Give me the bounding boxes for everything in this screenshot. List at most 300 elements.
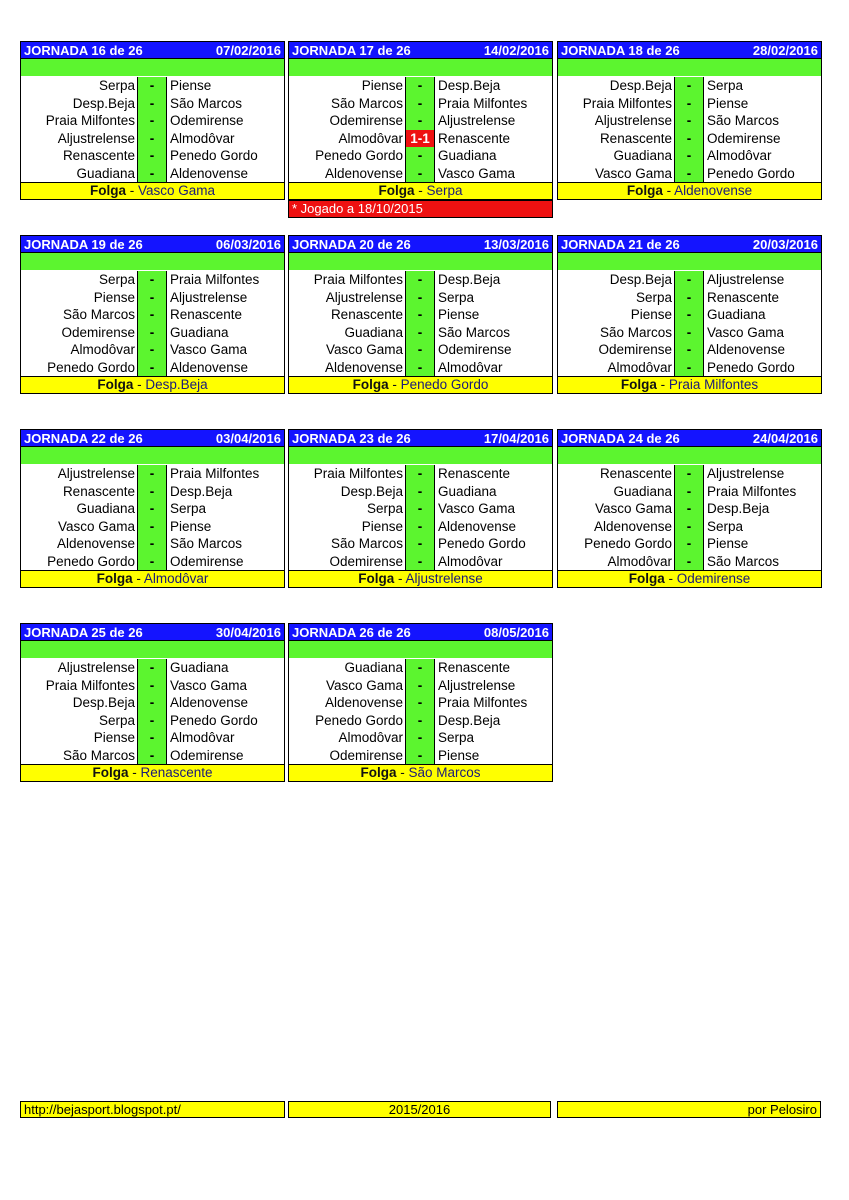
match-row	[289, 729, 552, 747]
match-separator: -	[138, 553, 166, 571]
match-separator: -	[138, 747, 166, 765]
away-team: Penedo Gordo	[703, 359, 821, 377]
round-spacer	[20, 641, 285, 658]
away-team: Almodôvar	[166, 729, 284, 747]
round-header	[557, 41, 822, 59]
match-row	[289, 165, 552, 183]
match-list	[557, 270, 822, 376]
home-team: Renascente	[21, 147, 138, 165]
away-team: Renascente	[166, 306, 284, 324]
bye-team: Desp.Beja	[145, 377, 208, 392]
match-row	[21, 147, 284, 165]
home-team: Aldenovense	[289, 694, 406, 712]
home-team: Aldenovense	[558, 518, 675, 536]
round-header	[557, 235, 822, 253]
match-row	[21, 112, 284, 130]
away-team: Piense	[434, 747, 552, 765]
match-separator: -	[675, 324, 703, 342]
bye-team: São Marcos	[408, 765, 481, 780]
home-team: Guadiana	[558, 147, 675, 165]
round-block	[288, 41, 553, 218]
match-row	[289, 341, 552, 359]
away-team: Renascente	[703, 289, 821, 307]
bye-row: Folga - Penedo Gordo	[288, 376, 553, 394]
home-team: São Marcos	[21, 306, 138, 324]
away-team: Vasco Gama	[166, 341, 284, 359]
match-row	[21, 518, 284, 536]
match-row	[21, 165, 284, 183]
round-date: 08/05/2016	[483, 624, 549, 640]
match-row	[289, 289, 552, 307]
match-row	[558, 359, 821, 377]
bye-team: Renascente	[140, 765, 213, 780]
match-row	[21, 306, 284, 324]
match-separator: -	[138, 324, 166, 342]
match-row	[21, 677, 284, 695]
match-row	[289, 112, 552, 130]
away-team: Desp.Beja	[434, 271, 552, 289]
away-team: Vasco Gama	[434, 500, 552, 518]
away-team: Aljustrelense	[434, 677, 552, 695]
bye-team: Praia Milfontes	[668, 377, 759, 392]
match-separator: -	[138, 112, 166, 130]
round-spacer	[557, 59, 822, 76]
round-title: JORNADA 21 de 26	[561, 236, 680, 252]
away-team: Penedo Gordo	[166, 712, 284, 730]
round-header	[288, 623, 553, 641]
home-team: Praia Milfontes	[289, 465, 406, 483]
match-row	[21, 500, 284, 518]
match-separator: -	[406, 694, 434, 712]
round-block	[288, 623, 553, 782]
away-team: Odemirense	[703, 130, 821, 148]
match-row	[558, 147, 821, 165]
round-title: JORNADA 19 de 26	[24, 236, 143, 252]
home-team: Guadiana	[21, 500, 138, 518]
match-separator: -	[406, 95, 434, 113]
bye-row: Folga - Serpa	[288, 182, 553, 200]
bye-row: Folga - Odemirense	[557, 570, 822, 588]
away-team: Serpa	[434, 729, 552, 747]
match-separator: -	[138, 535, 166, 553]
match-list	[20, 464, 285, 570]
round-date: 24/04/2016	[752, 430, 818, 446]
round-date: 07/02/2016	[215, 42, 281, 58]
home-team: Desp.Beja	[289, 483, 406, 501]
away-team: Guadiana	[166, 659, 284, 677]
home-team: Odemirense	[289, 747, 406, 765]
match-row	[558, 77, 821, 95]
home-team: Penedo Gordo	[289, 712, 406, 730]
match-separator: -	[138, 77, 166, 95]
home-team: Guadiana	[289, 659, 406, 677]
match-separator: -	[406, 165, 434, 183]
bye-row: Folga - Praia Milfontes	[557, 376, 822, 394]
match-row	[558, 535, 821, 553]
away-team: Guadiana	[703, 306, 821, 324]
home-team: Piense	[21, 289, 138, 307]
away-team: Serpa	[703, 518, 821, 536]
round-title: JORNADA 22 de 26	[24, 430, 143, 446]
bye-team: Vasco Gama	[137, 183, 216, 198]
match-separator: -	[675, 165, 703, 183]
bye-team: Odemirense	[676, 571, 751, 586]
match-separator: -	[406, 271, 434, 289]
round-spacer	[20, 59, 285, 76]
match-row	[21, 465, 284, 483]
match-row	[289, 324, 552, 342]
match-separator: -	[138, 712, 166, 730]
match-separator: -	[138, 659, 166, 677]
match-separator: -	[675, 147, 703, 165]
round-title: JORNADA 20 de 26	[292, 236, 411, 252]
bye-row: Folga - Vasco Gama	[20, 182, 285, 200]
match-row	[21, 271, 284, 289]
match-row	[21, 659, 284, 677]
home-team: Serpa	[289, 500, 406, 518]
match-row	[21, 553, 284, 571]
match-row	[289, 483, 552, 501]
round-block	[557, 429, 822, 588]
match-row	[21, 324, 284, 342]
round-spacer	[557, 447, 822, 464]
bye-label: Folga	[96, 571, 133, 586]
match-separator: -	[138, 95, 166, 113]
match-separator: -	[675, 112, 703, 130]
home-team: Aldenovense	[21, 535, 138, 553]
match-separator: -	[406, 289, 434, 307]
round-block	[20, 429, 285, 588]
match-separator: -	[406, 147, 434, 165]
away-team: São Marcos	[703, 553, 821, 571]
bye-label: Folga	[89, 183, 126, 198]
match-separator: -	[406, 518, 434, 536]
round-date: 20/03/2016	[752, 236, 818, 252]
match-separator: -	[406, 677, 434, 695]
home-team: Renascente	[558, 130, 675, 148]
home-team: Aljustrelense	[21, 130, 138, 148]
match-list	[20, 270, 285, 376]
away-team: Piense	[166, 518, 284, 536]
match-row	[289, 359, 552, 377]
match-row	[289, 95, 552, 113]
away-team: Piense	[703, 95, 821, 113]
round-title: JORNADA 17 de 26	[292, 42, 411, 58]
match-separator: -	[675, 465, 703, 483]
match-row	[21, 289, 284, 307]
match-row	[21, 77, 284, 95]
match-list	[288, 464, 553, 570]
away-team: Desp.Beja	[166, 483, 284, 501]
home-team: Guadiana	[558, 483, 675, 501]
match-separator: -	[406, 535, 434, 553]
away-team: Penedo Gordo	[434, 535, 552, 553]
match-separator: -	[675, 306, 703, 324]
match-row	[558, 130, 821, 148]
match-row	[289, 77, 552, 95]
round-spacer	[20, 447, 285, 464]
match-separator: -	[138, 465, 166, 483]
away-team: Desp.Beja	[434, 712, 552, 730]
match-list	[288, 270, 553, 376]
round-date: 17/04/2016	[483, 430, 549, 446]
match-separator: -	[138, 359, 166, 377]
home-team: Almodôvar	[21, 341, 138, 359]
match-row	[558, 553, 821, 571]
match-list	[557, 464, 822, 570]
away-team: Vasco Gama	[703, 324, 821, 342]
round-spacer	[288, 59, 553, 76]
home-team: Renascente	[558, 465, 675, 483]
bye-row: Folga - Aljustrelense	[288, 570, 553, 588]
home-team: Desp.Beja	[558, 77, 675, 95]
match-row	[558, 518, 821, 536]
home-team: Praia Milfontes	[289, 271, 406, 289]
match-row	[21, 535, 284, 553]
home-team: São Marcos	[558, 324, 675, 342]
bye-label: Folga	[620, 377, 657, 392]
match-row	[289, 130, 552, 148]
match-separator: -	[675, 359, 703, 377]
home-team: Penedo Gordo	[558, 535, 675, 553]
round-spacer	[288, 253, 553, 270]
footer-url[interactable]: http://bejasport.blogspot.pt/	[20, 1101, 285, 1118]
round-block	[288, 235, 553, 394]
match-separator: -	[406, 359, 434, 377]
match-separator: -	[675, 130, 703, 148]
round-spacer	[288, 641, 553, 658]
away-team: Almodôvar	[434, 553, 552, 571]
home-team: Odemirense	[289, 112, 406, 130]
home-team: Odemirense	[558, 341, 675, 359]
away-team: São Marcos	[434, 324, 552, 342]
round-title: JORNADA 18 de 26	[561, 42, 680, 58]
round-header	[20, 429, 285, 447]
match-row	[289, 518, 552, 536]
footer-author: por Pelosiro	[557, 1101, 821, 1118]
away-team: Serpa	[703, 77, 821, 95]
home-team: Aldenovense	[289, 359, 406, 377]
away-team: Aljustrelense	[703, 465, 821, 483]
match-row	[558, 95, 821, 113]
away-team: Desp.Beja	[434, 77, 552, 95]
home-team: Guadiana	[21, 165, 138, 183]
home-team: Desp.Beja	[21, 694, 138, 712]
match-separator: -	[138, 289, 166, 307]
match-row	[21, 712, 284, 730]
round-spacer	[557, 253, 822, 270]
round-block	[288, 429, 553, 588]
match-separator: -	[406, 341, 434, 359]
home-team: Renascente	[21, 483, 138, 501]
home-team: Vasco Gama	[289, 677, 406, 695]
match-separator: -	[138, 483, 166, 501]
match-separator: -	[138, 306, 166, 324]
match-row	[289, 694, 552, 712]
match-row	[558, 500, 821, 518]
match-separator: -	[675, 271, 703, 289]
match-separator: -	[406, 659, 434, 677]
match-row	[558, 341, 821, 359]
away-team: Odemirense	[166, 553, 284, 571]
round-block	[20, 623, 285, 782]
match-separator: -	[406, 553, 434, 571]
round-title: JORNADA 23 de 26	[292, 430, 411, 446]
home-team: Serpa	[21, 271, 138, 289]
match-row	[289, 747, 552, 765]
match-row	[289, 147, 552, 165]
match-row	[289, 553, 552, 571]
match-row	[21, 729, 284, 747]
round-header	[288, 235, 553, 253]
home-team: Praia Milfontes	[558, 95, 675, 113]
home-team: Aljustrelense	[21, 659, 138, 677]
round-title: JORNADA 24 de 26	[561, 430, 680, 446]
match-separator: -	[675, 483, 703, 501]
away-team: Odemirense	[166, 112, 284, 130]
match-separator: -	[675, 518, 703, 536]
away-team: Almodôvar	[166, 130, 284, 148]
round-header	[20, 235, 285, 253]
round-date: 28/02/2016	[752, 42, 818, 58]
round-header	[288, 41, 553, 59]
away-team: Praia Milfontes	[166, 465, 284, 483]
round-title: JORNADA 16 de 26	[24, 42, 143, 58]
away-team: Serpa	[166, 500, 284, 518]
match-row	[558, 289, 821, 307]
match-separator: -	[138, 500, 166, 518]
round-title: JORNADA 26 de 26	[292, 624, 411, 640]
round-date: 03/04/2016	[215, 430, 281, 446]
match-row	[289, 271, 552, 289]
away-team: Praia Milfontes	[166, 271, 284, 289]
away-team: Praia Milfontes	[434, 95, 552, 113]
home-team: Guadiana	[289, 324, 406, 342]
match-list	[557, 76, 822, 182]
match-row	[21, 130, 284, 148]
away-team: Renascente	[434, 465, 552, 483]
round-date: 14/02/2016	[483, 42, 549, 58]
round-block	[20, 235, 285, 394]
match-row	[558, 483, 821, 501]
match-row	[289, 535, 552, 553]
home-team: Penedo Gordo	[289, 147, 406, 165]
away-team: Almodôvar	[434, 359, 552, 377]
round-spacer	[20, 253, 285, 270]
away-team: Aldenovense	[166, 165, 284, 183]
away-team: São Marcos	[703, 112, 821, 130]
away-team: Aljustrelense	[703, 271, 821, 289]
match-separator: -	[406, 712, 434, 730]
match-separator: -	[675, 341, 703, 359]
match-separator: -	[138, 694, 166, 712]
match-list	[288, 76, 553, 182]
away-team: Piense	[703, 535, 821, 553]
away-team: Praia Milfontes	[434, 694, 552, 712]
away-team: Vasco Gama	[166, 677, 284, 695]
away-team: Vasco Gama	[434, 165, 552, 183]
match-row	[289, 306, 552, 324]
match-row	[289, 500, 552, 518]
home-team: Aljustrelense	[558, 112, 675, 130]
match-row	[289, 465, 552, 483]
away-team: São Marcos	[166, 535, 284, 553]
away-team: Piense	[166, 77, 284, 95]
match-separator: -	[406, 306, 434, 324]
match-score: 1-1	[406, 130, 434, 148]
home-team: Vasco Gama	[21, 518, 138, 536]
match-row	[21, 95, 284, 113]
home-team: Piense	[21, 729, 138, 747]
match-row	[21, 747, 284, 765]
home-team: Odemirense	[21, 324, 138, 342]
away-team: Piense	[434, 306, 552, 324]
bye-row: Folga - Renascente	[20, 764, 285, 782]
match-separator: -	[138, 729, 166, 747]
match-separator: -	[675, 553, 703, 571]
round-spacer	[288, 447, 553, 464]
match-separator: -	[138, 130, 166, 148]
home-team: Vasco Gama	[558, 500, 675, 518]
bye-team: Serpa	[426, 183, 463, 198]
bye-label: Folga	[628, 571, 665, 586]
bye-label: Folga	[360, 765, 397, 780]
home-team: Almodôvar	[289, 130, 406, 148]
bye-label: Folga	[358, 571, 395, 586]
match-separator: -	[406, 77, 434, 95]
away-team: Aldenovense	[434, 518, 552, 536]
round-header	[20, 623, 285, 641]
match-separator: -	[138, 271, 166, 289]
match-row	[289, 712, 552, 730]
away-team: Odemirense	[166, 747, 284, 765]
bye-team: Aljustrelense	[405, 571, 483, 586]
round-date: 30/04/2016	[215, 624, 281, 640]
home-team: Piense	[289, 518, 406, 536]
match-separator: -	[138, 165, 166, 183]
bye-label: Folga	[352, 377, 389, 392]
match-separator: -	[675, 535, 703, 553]
bye-row: Folga - Almodôvar	[20, 570, 285, 588]
match-row	[21, 694, 284, 712]
match-separator: -	[406, 324, 434, 342]
match-row	[21, 483, 284, 501]
home-team: Praia Milfontes	[21, 112, 138, 130]
home-team: Aljustrelense	[21, 465, 138, 483]
match-separator: -	[406, 483, 434, 501]
away-team: Aldenovense	[703, 341, 821, 359]
round-title: JORNADA 25 de 26	[24, 624, 143, 640]
away-team: São Marcos	[166, 95, 284, 113]
bye-team: Aldenovense	[674, 183, 753, 198]
home-team: Penedo Gordo	[21, 553, 138, 571]
match-separator: -	[675, 77, 703, 95]
match-separator: -	[406, 112, 434, 130]
home-team: Serpa	[21, 712, 138, 730]
match-separator: -	[675, 95, 703, 113]
home-team: Aljustrelense	[289, 289, 406, 307]
home-team: Penedo Gordo	[21, 359, 138, 377]
home-team: Piense	[558, 306, 675, 324]
round-header	[20, 41, 285, 59]
home-team: Serpa	[21, 77, 138, 95]
match-row	[558, 271, 821, 289]
match-separator: -	[406, 729, 434, 747]
match-separator: -	[406, 500, 434, 518]
match-row	[289, 659, 552, 677]
match-row	[558, 306, 821, 324]
home-team: Desp.Beja	[21, 95, 138, 113]
